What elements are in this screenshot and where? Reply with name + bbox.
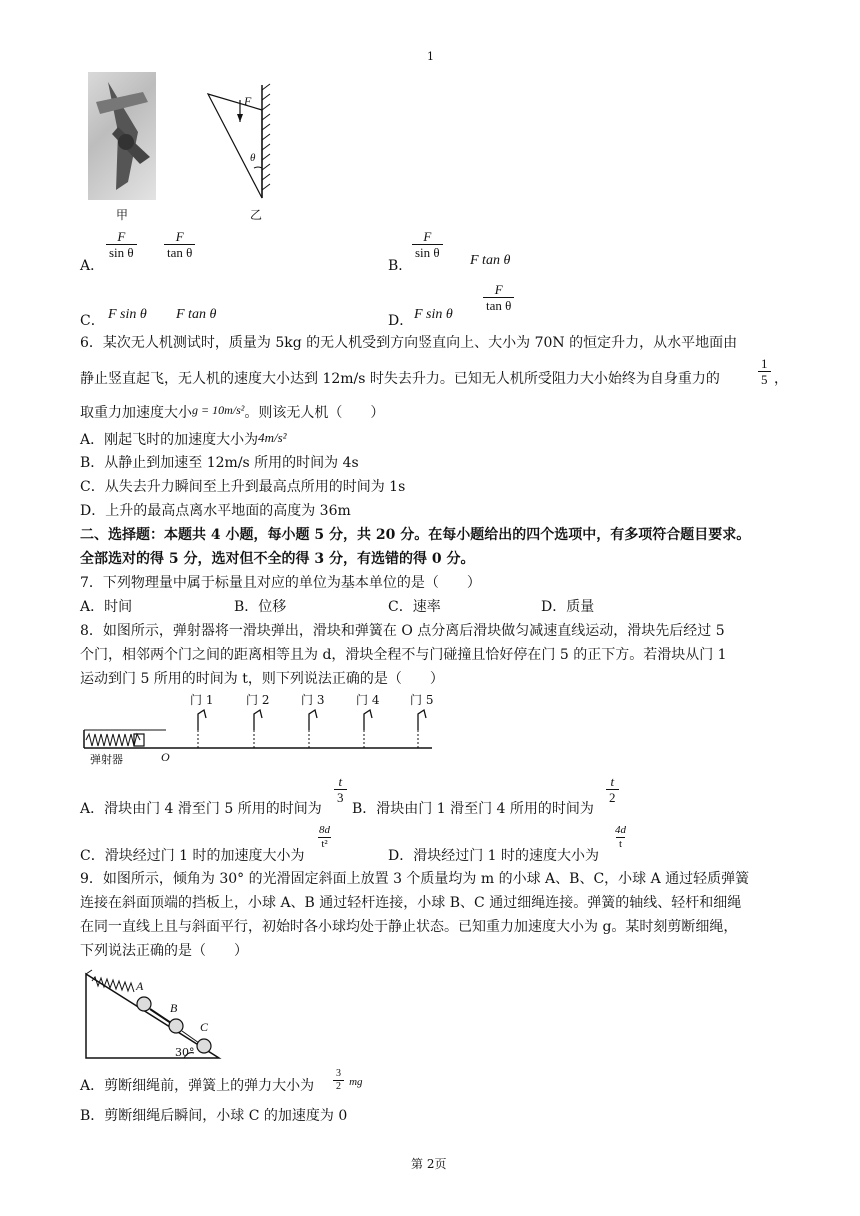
frac-num: F [494, 282, 503, 297]
q8-option-a: A．滑块由门 4 滑至门 5 所用的时间为 [80, 801, 322, 817]
q6-fraction [758, 356, 771, 387]
ball-A-label: A [136, 979, 144, 993]
q8-line2: 个门，相邻两个门之间的距离相等且为 d，滑块全程不与门碰撞且恰好停在门 5 的正下方。若滑块从门 1 [80, 647, 727, 663]
q8-line3: 运动到门 5 所用的时间为 t，则下列说法正确的是（ ） [80, 671, 444, 687]
q5-option-d-label: D． [388, 313, 414, 329]
frac-num: 1 [761, 356, 768, 371]
photo-jia [88, 72, 156, 200]
q8-option-c: C．滑块经过门 1 时的加速度大小为 [80, 848, 305, 864]
q9-option-a-tail: mg [349, 1076, 363, 1088]
q5-option-c-expr2: F tan θ [176, 307, 217, 322]
frac-num: t [610, 774, 615, 789]
q5-option-c-expr1: F sin θ [108, 307, 147, 322]
q6-line2 [80, 369, 720, 389]
q6-line2-text: 静止竖直起飞，无人机的速度大小达到 12m/s 时失去升力。已知无人机所受阻力大小始终为自身重力的 [80, 371, 720, 387]
frac-den: 5 [758, 371, 771, 387]
q5-option-b-label: B． [388, 258, 413, 274]
q8-option-c-frac [316, 824, 333, 851]
q7-option-c: C．速率 [388, 599, 441, 615]
frac-den: t [616, 837, 625, 851]
q5-option-a-frac1 [106, 229, 137, 260]
point-O-label: O [161, 750, 170, 764]
frac-den: sin θ [412, 244, 443, 260]
q6-line3-a: 取重力加速度大小 [80, 405, 192, 421]
gate-3-label: 门 3 [301, 693, 325, 707]
q7-option-b: B．位移 [234, 599, 287, 615]
frac-den: tan θ [483, 297, 514, 313]
frac-den: sin θ [106, 244, 137, 260]
q8-option-a-frac [334, 774, 347, 805]
q6-option-a-text: A．刚起飞时的加速度大小为 [80, 432, 259, 448]
q5-option-b-frac1 [412, 229, 443, 260]
page-footer: 第 2页 [411, 1157, 447, 1171]
q9-option-a [80, 1076, 314, 1096]
incline-diagram [84, 968, 224, 1063]
photo-jia-content [88, 72, 156, 200]
frac-num: t [338, 774, 343, 789]
q6-line3-b: 。则该无人机（ ） [244, 405, 385, 421]
section2-line2: 全部选对的得 5 分，选对但不全的得 3 分，有选错的得 0 分。 [80, 551, 475, 567]
frac-den: t² [318, 837, 330, 851]
q5-option-b-expr2: F tan θ [470, 253, 511, 268]
wall-diagram [200, 80, 275, 210]
q8-option-b-frac [606, 774, 619, 805]
q5-option-d-expr1: F sin θ [414, 307, 453, 322]
q7-option-a: A．时间 [80, 599, 133, 615]
frac-den: 2 [606, 789, 619, 805]
gate-5-label: 门 5 [410, 693, 434, 707]
frac-num: 8d [319, 824, 330, 836]
q9-line1: 9．如图所示，倾角为 30° 的光滑固定斜面上放置 3 个质量均为 m 的小球 A、B、C，小球 A 通过轻质弹簧 [80, 871, 750, 887]
q7-option-d: D．质量 [541, 599, 595, 615]
q6-line2-end: ， [774, 371, 788, 387]
q5-option-c-label: C． [80, 313, 105, 329]
gate-4-label: 门 4 [356, 693, 380, 707]
q6-line1: 6．某次无人机测试时，质量为 5kg 的无人机受到方向竖直向上、大小为 70N 的恒定升力，从水平地面由 [80, 335, 738, 351]
q9-line3: 在同一直线上且与斜面平行，初始时各小球均处于静止状态。已知重力加速度大小为 g。某时刻剪断细绳， [80, 919, 738, 935]
q5-option-d-frac2 [483, 282, 514, 313]
label-jia: 甲 [116, 208, 129, 222]
q5-option-a-label: A． [80, 258, 105, 274]
launcher-label: 弹射器 [90, 753, 123, 766]
gate-2-label: 门 2 [246, 693, 270, 707]
frac-num: F [423, 229, 432, 244]
label-theta: θ [250, 152, 256, 164]
q9-option-a-text: A．剪断细绳前，弹簧上的弹力大小为 [80, 1078, 315, 1094]
ball-C-label: C [200, 1020, 209, 1034]
label-F: F [244, 94, 252, 108]
header-mark: 1 [427, 50, 434, 63]
q8-line1: 8．如图所示，弹射器将一滑块弹出，滑块和弹簧在 O 点分离后滑块做匀减速直线运动，滑块先后经过 5 [80, 623, 725, 639]
frac-den: 3 [334, 789, 347, 805]
frac-num: F [117, 229, 126, 244]
frac-num: F [175, 229, 184, 244]
q6-option-c: C．从失去升力瞬间至上升到最高点所用的时间为 1s [80, 479, 406, 495]
frac-den: tan θ [164, 244, 195, 260]
ball-B-label: B [170, 1001, 178, 1015]
gate-1-label: 门 1 [190, 693, 214, 707]
q6-option-a-value: 4m/s² [258, 430, 287, 445]
angle-label: 30° [175, 1046, 195, 1059]
q9-option-b: B．剪断细绳后瞬间，小球 C 的加速度为 0 [80, 1108, 348, 1124]
section2-line1: 二、选择题：本题共 4 小题，每小题 5 分，共 20 分。在每小题给出的四个选项中，有多项符合题目要求。 [80, 527, 751, 543]
q8-option-b: B．滑块由门 1 滑至门 4 所用的时间为 [352, 801, 594, 817]
q6-option-d: D．上升的最高点离水平地面的高度为 36m [80, 503, 351, 519]
label-yi: 乙 [250, 208, 263, 222]
q9-option-a-frac [333, 1068, 363, 1093]
q6-line3 [80, 400, 384, 423]
q8-option-d: D．滑块经过门 1 时的速度大小为 [388, 848, 600, 864]
q9-line2: 连接在斜面顶端的挡板上，小球 A、B 通过轻杆连接，小球 B、C 通过细绳连接。弹簧的轴线、轻杆和细绳 [80, 895, 742, 911]
q8-option-d-frac [612, 824, 629, 851]
q6-g-expr: g = 10m/s² [192, 403, 245, 417]
q6-option-b: B．从静止到加速至 12m/s 所用的时间为 4s [80, 455, 359, 471]
q9-line4: 下列说法正确的是（ ） [80, 943, 248, 959]
q6-option-a [80, 428, 287, 450]
frac-num: 4d [615, 824, 626, 836]
frac-den: 2 [333, 1080, 344, 1093]
q7-stem: 7．下列物理量中属于标量且对应的单位为基本单位的是（ ） [80, 575, 481, 591]
frac-num: 3 [336, 1068, 341, 1079]
q5-option-a-frac2 [164, 229, 195, 260]
